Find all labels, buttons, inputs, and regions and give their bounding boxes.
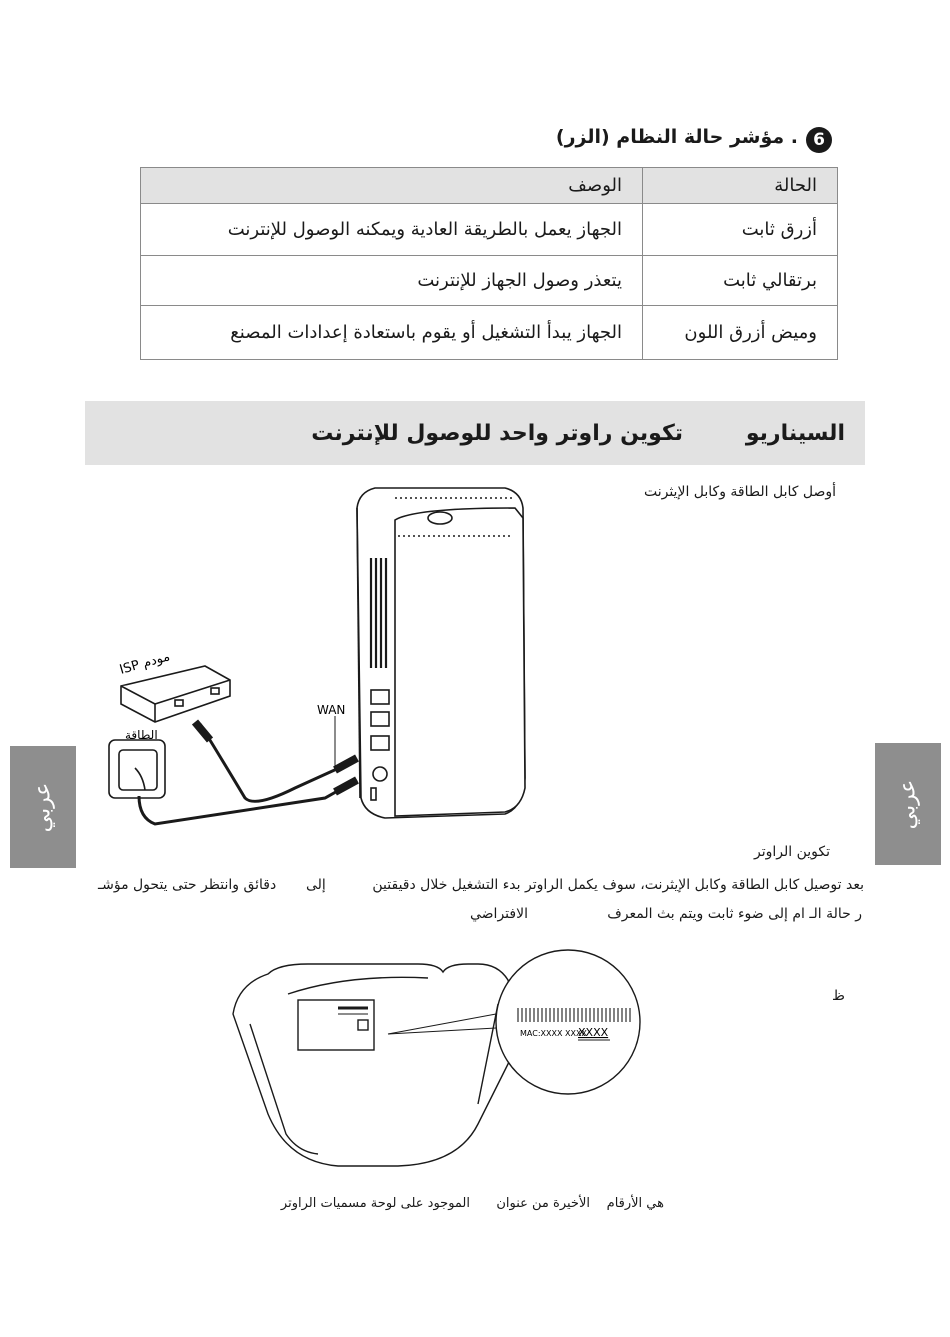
side-fragment: ظ <box>832 988 845 1004</box>
step-number-badge: 6 <box>806 127 832 153</box>
language-tab-left[interactable] <box>10 746 76 868</box>
power-label: الطاقة <box>125 728 158 742</box>
mac-address-text: MAC:XXXX XXXX <box>520 1029 587 1038</box>
section-heading: . مؤشر حالة النظام (الزر) <box>555 126 798 148</box>
row-state: وميض أزرق اللون <box>643 306 838 360</box>
row-description: الجهاز يعمل بالطريقة العادية ويمكنه الوصول للإنترنت <box>141 204 643 256</box>
wan-label: WAN <box>317 703 346 717</box>
indicator-status-table <box>140 167 838 360</box>
scenario-title: تكوين راوتر واحد للوصول للإنترنت <box>311 421 683 446</box>
step2-line1-c: دقائق وانتظر حتى يتحول مؤشـ <box>98 877 277 893</box>
modem-illustration <box>121 666 230 722</box>
caption-part-c: الموجود على لوحة مسميات الراوتر <box>280 1196 470 1211</box>
step2-line1-b: إلى <box>306 877 326 893</box>
row-state: أزرق ثابت <box>643 204 838 256</box>
label-location-diagram <box>228 944 648 1174</box>
scenario-banner <box>85 401 865 465</box>
mac-highlight: XXXX <box>578 1026 609 1039</box>
row-state: برتقالي ثابت <box>643 256 838 306</box>
table-row <box>141 204 838 256</box>
power-adapter-illustration <box>109 740 165 798</box>
step2-line1-a: بعد توصيل كابل الطاقة وكابل الإيثرنت، سوف يكمل الراوتر بدء التشغيل خلال دقيقتين <box>372 877 864 893</box>
table-row <box>141 256 838 306</box>
connection-diagram <box>95 478 555 838</box>
caption-part-a: هي الأرقام <box>606 1196 664 1211</box>
step2-line2-b: الافتراضي <box>470 906 528 922</box>
row-description: الجهاز يبدأ التشغيل أو يقوم باستعادة إعدادات المصنع <box>141 306 643 360</box>
caption-part-b: الأخيرة من عنوان <box>496 1196 590 1211</box>
header-description: الوصف <box>141 168 643 204</box>
configure-router-title: تكوين الراوتر <box>753 844 830 860</box>
connect-cables-instruction: أوصل كابل الطاقة وكابل الإيثرنت <box>643 484 836 500</box>
step2-line2-a: ر حالة الـ ام إلى ضوء ثابت ويتم بث المعرف <box>607 906 862 922</box>
table-header-row <box>141 168 838 204</box>
modem-label: ISP مودم <box>117 649 172 678</box>
router-bottom-view <box>233 964 518 1166</box>
router-illustration <box>357 488 525 818</box>
table-row <box>141 306 838 360</box>
language-tab-label: عربي <box>30 782 56 832</box>
language-tab-label: عربي <box>895 779 921 829</box>
scenario-label: السيناريو <box>745 421 845 446</box>
header-state: الحالة <box>643 168 838 204</box>
row-description: يتعذر وصول الجهاز للإنترنت <box>141 256 643 306</box>
language-tab-right[interactable] <box>875 743 941 865</box>
